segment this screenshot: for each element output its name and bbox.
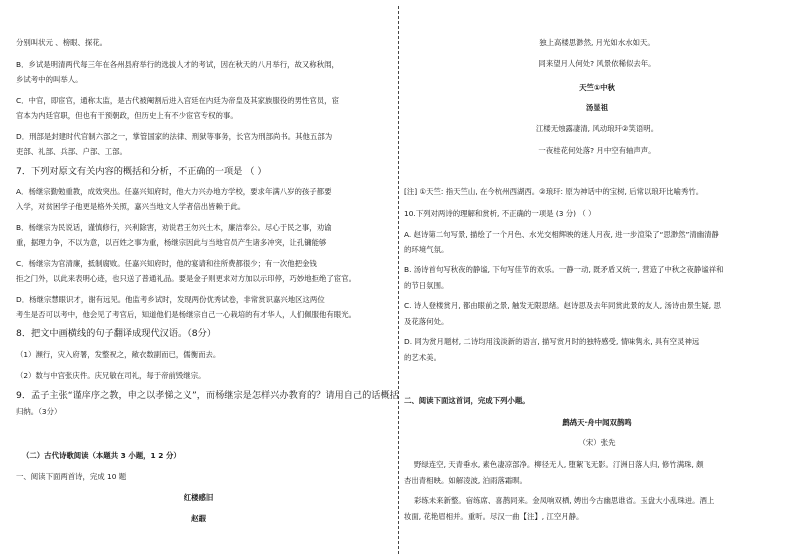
text-line: 考生是否可以考中，他会见了考官后，知道他们是杨继宗自己一心栽培的有才华人，人们佩服他有眼光。 xyxy=(16,310,356,319)
ci-title: 鹧鸪天·舟中闻双鹊鸣 xyxy=(562,418,632,427)
poem-line: 独上高楼思渺然, 月光如水水如天。 xyxy=(539,38,655,47)
question-8: 8．把文中画横线的句子翻译成现代汉语。（8分） xyxy=(16,328,217,339)
poem-author: 汤显祖 xyxy=(585,103,609,112)
text-line: 乡试考中的叫举人。 xyxy=(16,75,83,84)
ci-body-line: 杏出青相映。如解凌波, 泊雨落霜暝。 xyxy=(404,476,527,485)
instruction-line: 一、阅读下面两首诗，完成 10 题 xyxy=(16,472,127,481)
option-b-line: B. 汤诗首句写秋夜的静谧, 下句写佳节的欢乐。一静一动, 既矛盾又统一, 营造了中秋之夜静谧祥和 xyxy=(404,265,724,274)
poem-author: 赵嘏 xyxy=(191,514,206,523)
question-9: 9．孟子主张“谨庠序之教，申之以孝悌之义”，而杨继宗是怎样兴办教育的？请用自己的话概括 xyxy=(16,390,399,401)
text-line: 的艺术美。 xyxy=(404,353,441,362)
text-line: 归纳。（3分） xyxy=(16,407,62,416)
ci-body-line: 彩练未来新整。宿练席、喜鹊同来。金凤响双栖, 娉出今古幽思谁省。玉盘大小乱珠迸。酒上 xyxy=(414,496,715,505)
option-a-line: A．杨继宗勤勉重教，成效突出。任嘉兴知府时，他大力兴办地方学校，要求年满八岁的孩子都要 xyxy=(16,187,332,196)
ci-body-line: 野绿连空, 天青垂水, 素色凄凉部净。柳径无人, 堕絮飞无影。汀洲日落人归, 修竹满珠, 颇 xyxy=(414,460,704,469)
annotation-note: [注] ①天竺: 指天竺山, 在今杭州西湖西。②琅玕: 原为神话中的宝树, 后常以琅玕比喻秀竹。 xyxy=(404,187,704,196)
option-b-line: B．乡试是明清两代每三年在各州县府举行的选拔人才的考试，因在秋天的八月举行，故又称秋闱， xyxy=(16,60,339,69)
translate-item-1: （1）濒行，灾入府署，发整祝之，敞衣数副而已，儒衡而去。 xyxy=(16,350,221,359)
option-d-line: D．刑部是封建时代官制六部之一，掌管国家的法律、刑狱等事务，长官为刑部尚书。其他五部为 xyxy=(16,132,333,141)
text-line: 拒之门外，以此来表明心迹，也只送了普通礼品。要是金子则更求对方加以示印停，巧妙地拒绝了宦官。 xyxy=(16,274,356,283)
option-b-line: B．杨继宗为民说话，谨慎修行，兴利除害，劝说君王勿兴土木，廉洁奉公。尽心于民之事，劝谕 xyxy=(16,223,332,232)
ci-body-line: 妆面, 花艳眉相并。重听。尽汉一曲【注】, 江空月静。 xyxy=(404,512,584,521)
question-10: 10.下列对两诗的理解和赏析, 不正确的一项是 (3 分) （ ） xyxy=(404,209,596,218)
option-d-line: D. 同为赏月题材, 二诗均用浅淡新的语言, 描写赏月时的独特感受, 情味隽永, 具有空灵神远 xyxy=(404,337,700,346)
poem-line: 一夜桂花何处落? 月中空有轴声声。 xyxy=(538,146,656,155)
translate-item-2: （2）数与中宫张庆件。庆兄敏在司礼，每于帝前毁继宗。 xyxy=(16,371,206,380)
option-a-line: A. 赵诗第二句写景, 描绘了一个月色、水光交相辉映的迷人月夜, 进一步渲染了“思渺然”清幽清静 xyxy=(404,230,719,239)
poem-title: 红楼感旧 xyxy=(183,493,214,502)
text-line: 入学，对贫困学子他更是格外关照，嘉兴当地文人学者倍出皆赖于此。 xyxy=(16,202,246,211)
text-line: 的节日氛围。 xyxy=(404,281,449,290)
text-line: 官本为内廷官职，但也有干预朝政，但历史上有不少宦官专权的事。 xyxy=(16,111,238,120)
text-line: 重，据理力争，不以为意，以百姓之事为重，杨继宗因此与当地官员产生诸多冲突，让孔镛能够 xyxy=(16,238,327,247)
text-line: 及花落何处。 xyxy=(404,317,449,326)
section-heading-ci: 二、阅读下面这首词，完成下列小题。 xyxy=(404,396,530,405)
option-c-line: C．杨继宗为官清廉，抵制腐败。任嘉兴知府时，他的宴请和往所费都很少；有一次他把金钱 xyxy=(16,259,317,268)
poem-line: 江楼无烛露凄清, 风动琅玕②笑语明。 xyxy=(535,124,659,133)
poem-line: 同来望月人何处? 风景依稀似去年。 xyxy=(538,59,656,68)
question-7: 7．下列对原文有关内容的概括和分析，不正确的一项是 （ ） xyxy=(16,166,267,177)
text-line: 分别叫状元 、榜眼、探花。 xyxy=(16,38,108,47)
ci-author: （宋）张先 xyxy=(578,438,616,447)
poem-title: 天竺①中秋 xyxy=(579,83,615,92)
option-d-line: D．杨继宗慧眼识才，谢有远见。他监考乡试时，发现两份优秀试卷，非常赏识嘉兴地区这两位 xyxy=(16,295,325,304)
text-line: 的环境气氛。 xyxy=(404,245,449,254)
option-c-line: C. 诗人登楼赏月, 都由眼前之景, 触发无限思绪。赵诗思及去年同赏此景的友人, 汤诗由景生疑, 思 xyxy=(404,301,721,310)
column-divider xyxy=(398,6,399,554)
text-line: 吏部、礼部、兵部、户部、工部。 xyxy=(16,147,127,156)
section-heading-poetry: （二）古代诗歌阅读（本题共 3 小题，1 2 分） xyxy=(22,451,181,460)
option-c-line: C．中官，即宦官，通称太监，是古代被阉割后进入宫廷在内廷为帝皇及其家族服役的男性官员，宦 xyxy=(16,96,339,105)
